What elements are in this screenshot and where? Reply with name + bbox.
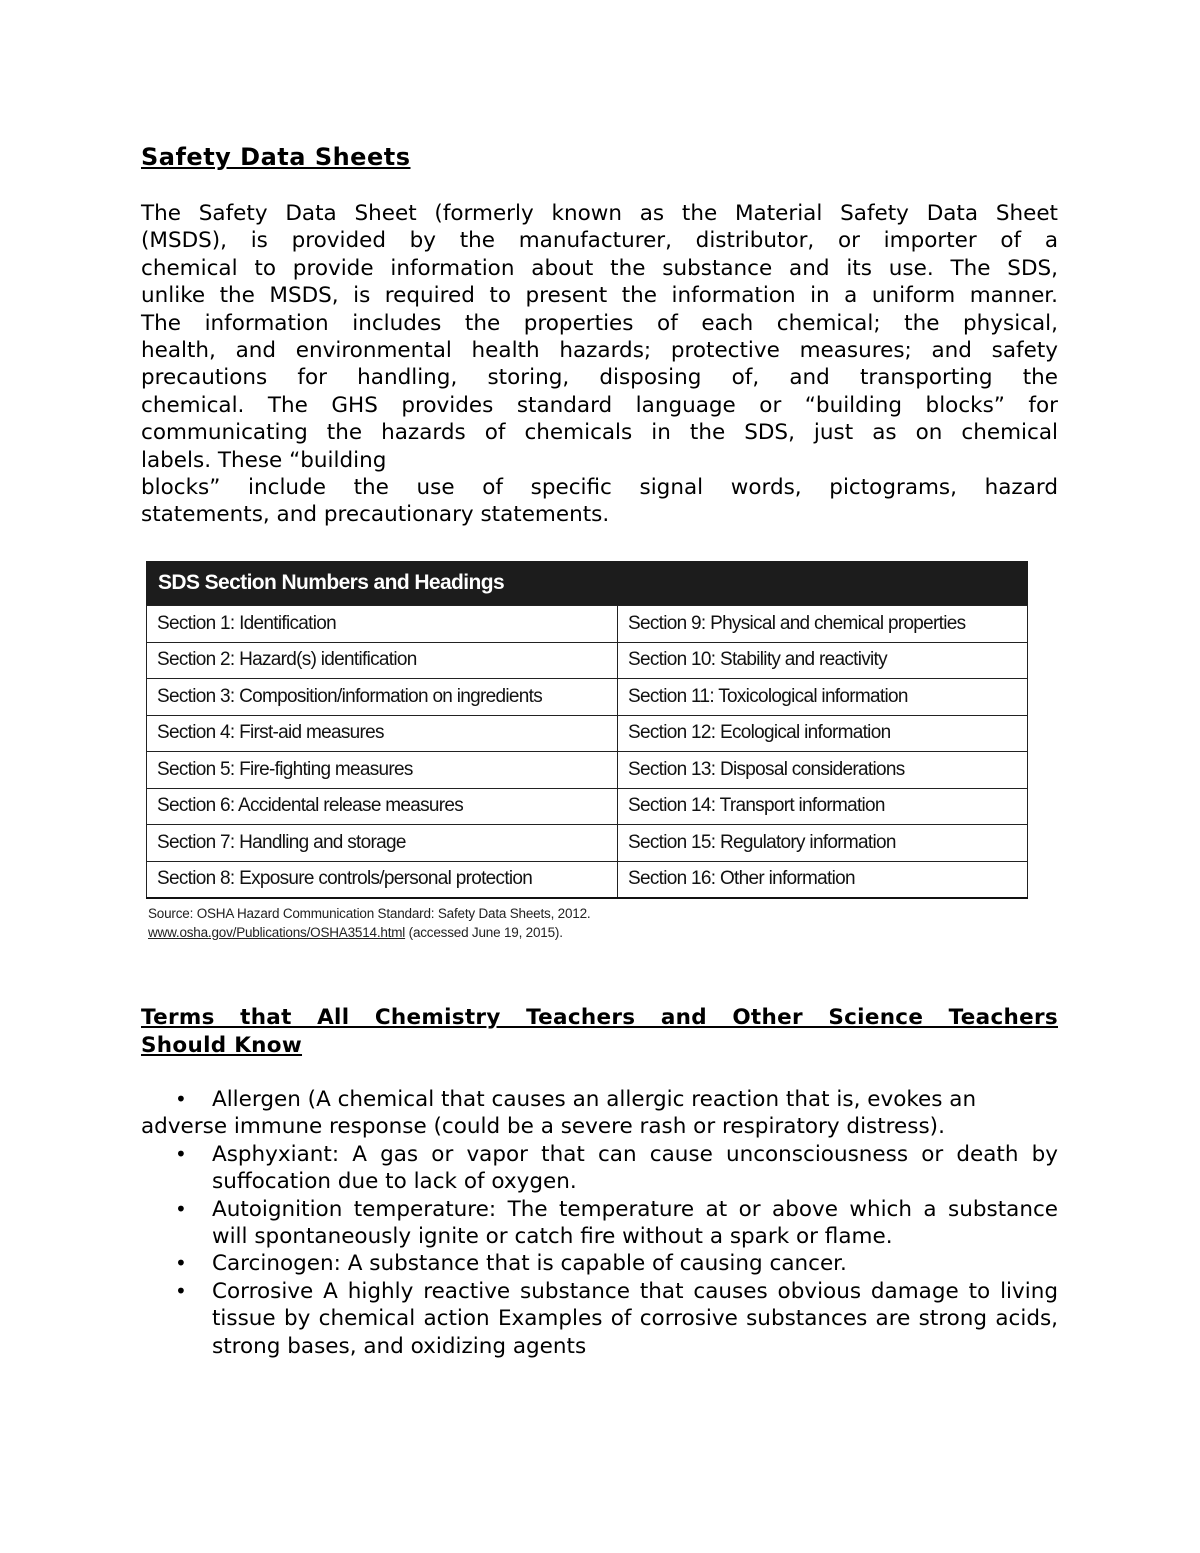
term-text: Corrosive A highly reactive substance that causes obvious damage to living tissue by chemical action Examples of corrosive substances are strong acids, strong bases, and oxidizing agents <box>212 1278 1058 1359</box>
table-cell <box>147 715 618 752</box>
section-heading: Transport information <box>719 795 885 817</box>
section-number: Section 4: <box>157 722 235 744</box>
list-item <box>141 1196 1058 1251</box>
term-text-continued: adverse immune response (could be a severe rash or respiratory distress). <box>141 1114 945 1140</box>
table-cell <box>147 752 618 789</box>
table-cell <box>618 606 1028 643</box>
bullet-icon: • <box>175 1196 187 1221</box>
table-cell <box>618 825 1028 862</box>
intro-line: statements, and precautionary statements. <box>141 502 610 528</box>
terms-heading-line: Terms that All Chemistry Teachers and Other Science Teachers <box>141 1005 1058 1030</box>
intro-line: blocks” include the use of specific signal words, pictograms, hazard <box>141 475 1058 501</box>
table-cell <box>147 861 618 898</box>
terms-heading <box>141 1004 1058 1060</box>
table-row <box>147 861 1028 898</box>
source-line <box>148 923 1028 942</box>
section-heading: Exposure controls/personal protection <box>239 868 533 890</box>
section-heading: Identification <box>239 612 336 634</box>
table-cell <box>147 642 618 679</box>
section-number: Section 7: <box>157 831 235 853</box>
term-text: Asphyxiant: A gas or vapor that can cause unconsciousness or death by suffocation due to lack of oxygen. <box>212 1141 1058 1195</box>
section-number: Section 13: <box>628 758 716 780</box>
table-row <box>147 679 1028 716</box>
section-heading: Toxicological information <box>718 685 908 707</box>
section-heading: Physical and chemical properties <box>710 612 966 634</box>
section-number: Section 2: <box>157 649 235 671</box>
intro-line: communicating the hazards of chemicals in the SDS, just as on chemical <box>141 420 1058 446</box>
section-number: Section 14: <box>628 795 716 817</box>
table-row <box>147 642 1028 679</box>
terms-list <box>141 1086 1058 1360</box>
bullet-icon: • <box>175 1141 187 1166</box>
section-number: Section 15: <box>628 831 716 853</box>
table-cell <box>147 825 618 862</box>
intro-line: chemical. The GHS provides standard language or “building blocks” for <box>141 392 1058 418</box>
table-cell <box>618 715 1028 752</box>
intro-line: The information includes the properties of each chemical; the physical, <box>141 310 1058 336</box>
table-row <box>147 715 1028 752</box>
intro-line: unlike the MSDS, is required to present the information in a uniform manner. <box>141 283 1058 309</box>
section-number: Section 10: <box>628 649 716 671</box>
section-heading: Hazard(s) identification <box>239 649 417 671</box>
source-link[interactable]: www.osha.gov/Publications/OSHA3514.html <box>148 925 406 940</box>
table-cell <box>147 788 618 825</box>
section-number: Section 12: <box>628 722 716 744</box>
section-number: Section 3: <box>157 685 235 707</box>
section-number: Section 6: <box>157 795 235 817</box>
table-cell <box>618 752 1028 789</box>
terms-heading-line: Should Know <box>141 1033 303 1058</box>
section-heading: Fire-fighting measures <box>239 758 413 780</box>
section-number: Section 8: <box>157 868 235 890</box>
list-item <box>141 1278 1058 1360</box>
table-source-note <box>146 904 1028 942</box>
list-item <box>141 1250 1058 1277</box>
source-line <box>148 904 1028 923</box>
table-cell <box>618 679 1028 716</box>
source-text: OSHA Hazard Communication Standard: Safety Data Sheets, 2012. <box>196 906 591 921</box>
table-row <box>147 752 1028 789</box>
source-accessed: (accessed June 19, 2015). <box>408 925 563 940</box>
sds-section-table <box>146 561 1028 942</box>
intro-line: precautions for handling, storing, disposing of, and transporting the <box>141 365 1058 391</box>
sds-table-header: SDS Section Numbers and Headings <box>146 561 1028 605</box>
intro-paragraph <box>141 200 1058 529</box>
section-heading: Other information <box>719 868 855 890</box>
sds-table-body <box>146 605 1028 899</box>
section-heading: Composition/information on ingredients <box>239 685 543 707</box>
intro-line: labels. These “building <box>141 447 387 473</box>
section-number: Section 1: <box>157 612 235 634</box>
table-row <box>147 788 1028 825</box>
section-number: Section 9: <box>628 612 706 634</box>
term-text: Allergen (A chemical that causes an allergic reaction that is, evokes an <box>212 1087 977 1112</box>
table-cell <box>618 788 1028 825</box>
intro-line: (MSDS), is provided by the manufacturer, distributor, or importer of a <box>141 228 1058 254</box>
section-heading: Accidental release measures <box>238 795 464 817</box>
section-number: Section 16: <box>628 868 716 890</box>
table-row <box>147 606 1028 643</box>
table-row <box>147 825 1028 862</box>
section-heading: Stability and reactivity <box>719 649 887 671</box>
bullet-icon: • <box>175 1278 187 1303</box>
table-cell <box>147 679 618 716</box>
list-item <box>141 1086 1058 1141</box>
bullet-icon: • <box>175 1087 187 1111</box>
intro-line: The Safety Data Sheet (formerly known as the Material Safety Data Sheet <box>141 201 1058 226</box>
intro-line: health, and environmental health hazards; protective measures; and safety <box>141 338 1058 364</box>
section-number: Section 5: <box>157 758 235 780</box>
section-heading: Handling and storage <box>239 831 406 853</box>
intro-line: chemical to provide information about the substance and its use. The SDS, <box>141 255 1058 281</box>
section-heading: Disposal considerations <box>719 758 905 780</box>
section-heading: Ecological information <box>719 722 891 744</box>
section-heading: First-aid measures <box>239 722 384 744</box>
table-cell <box>618 642 1028 679</box>
term-text: Carcinogen: A substance that is capable of causing cancer. <box>212 1251 847 1277</box>
page-title: Safety Data Sheets <box>141 143 411 171</box>
table-cell <box>618 861 1028 898</box>
section-number: Section 11: <box>628 685 714 707</box>
bullet-icon: • <box>175 1251 187 1276</box>
source-label: Source: <box>148 906 194 921</box>
term-text: Autoignition temperature: The temperature at or above which a substance will spontaneously ignite or catch fire without a spark or flame. <box>212 1196 1058 1250</box>
list-item <box>141 1141 1058 1196</box>
table-cell <box>147 606 618 643</box>
section-heading: Regulatory information <box>719 831 896 853</box>
